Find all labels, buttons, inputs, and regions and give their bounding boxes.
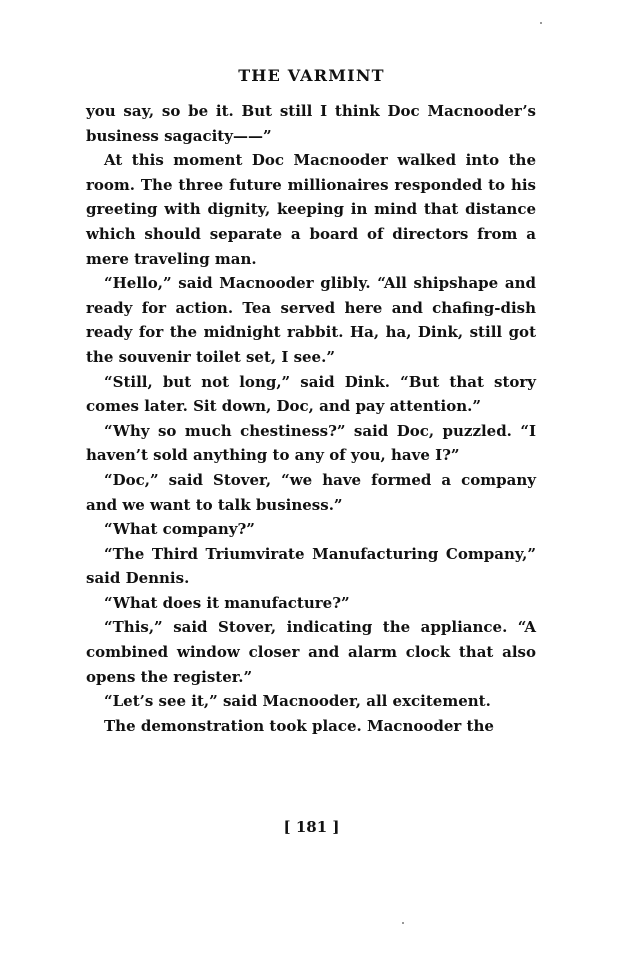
paragraph: “What does it manufacture?” [104, 593, 350, 612]
paragraph: “The Third Triumvirate Manufacturing Company,” said Dennis. [86, 544, 536, 588]
page-number: [ 181 ] [283, 818, 340, 836]
scan-speck [540, 22, 542, 24]
body-text [86, 99, 536, 738]
paragraph: “This,” said Stover, indicating the appliance. “A combined window closer and alarm clock that also opens the register.” [86, 618, 536, 686]
paragraph: At this moment Doc Macnooder walked into the room. The three future millionaires responded to his greeting with dignity, keeping in mind that distance which should separate a board of directors from a mere traveling man. [86, 151, 536, 268]
paragraph-continued: you say, so be it. But still I think Doc Macnooder’s business sagacity——” [86, 102, 536, 145]
paragraph: “Let’s see it,” said Macnooder, all excitement. [104, 692, 491, 711]
paragraph: “Hello,” said Macnooder glibly. “All shipshape and ready for action. Tea served here and chafing-dish ready for the midnight rabbit. Ha, ha, Dink, still got the souvenir toilet set, I see.” [86, 274, 536, 366]
paragraph: “Doc,” said Stover, “we have formed a company and we want to talk business.” [86, 470, 536, 514]
paragraph: The demonstration took place. Macnooder the [104, 716, 494, 735]
paragraph: “Still, but not long,” said Dink. “But that story comes later. Sit down, Doc, and pay attention.” [86, 372, 536, 416]
paragraph: “What company?” [104, 520, 255, 539]
scan-speck [402, 922, 404, 924]
paragraph: “Why so much chestiness?” said Doc, puzzled. “I haven’t sold anything to any of you, have I?” [86, 421, 536, 465]
running-head: THE VARMINT [238, 66, 385, 85]
